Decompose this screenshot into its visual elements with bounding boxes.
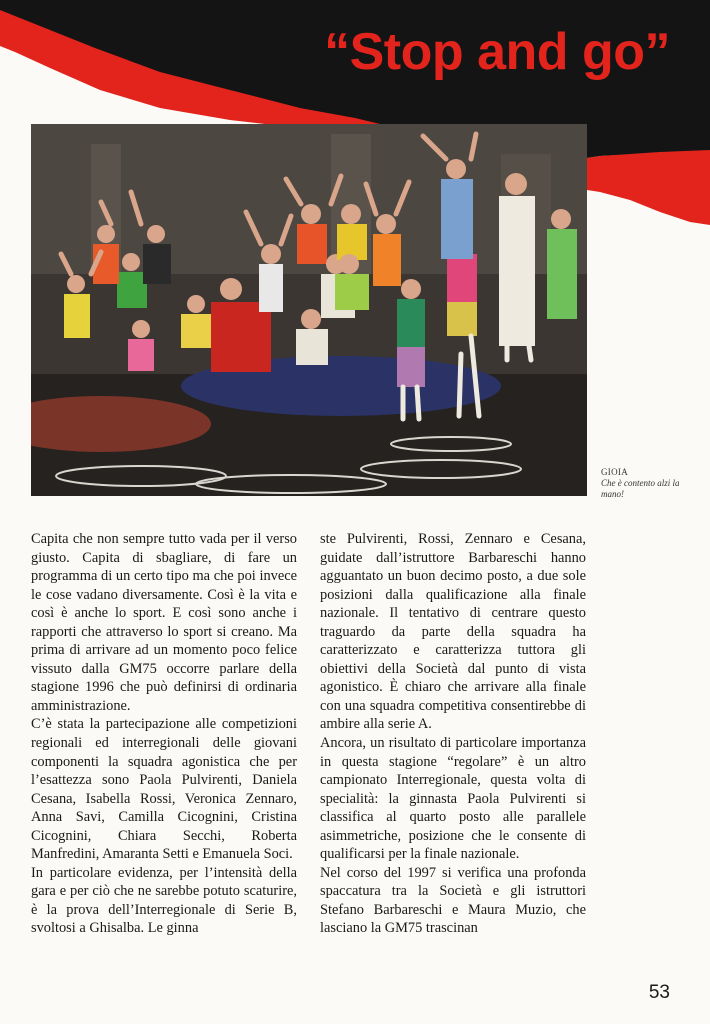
photo-caption (601, 467, 691, 499)
gymnasts-photo (31, 124, 587, 496)
caption-name: GIOIA (601, 467, 628, 477)
paragraph: C’è stata la partecipazione alle competizioni regionali ed interregionali delle giovani componenti la squadra agonistica che per l’esattezza sono Paola Pulvirenti, Daniela Cesana, Isabella Rossi, Veronica Zennaro, Anna Savi, Camilla Cicognini, Cristina Cicognini, Chiara Secchi, Roberta Manfredini, Amaranta Setti e Emanuela Soci. (31, 716, 297, 863)
article-column-right (320, 530, 586, 938)
paragraph: Ancora, un risultato di particolare importanza in questa stagione “regolare” è un altro campionato Interregionale, questa volta di specialità: la ginnasta Paola Pulvirenti si classifica al quarto posto alle parallele asimmetriche, posizione che le consente di qualificarsi per la finale nazionale. (320, 735, 586, 863)
paragraph: Capita che non sempre tutto vada per il verso giusto. Capita di sbagliare, di fare un programma di un certo tipo ma che poi invece le cose vadano diversamente. Così è la vita e così è anche lo sport. E così sono anche i rapporti che attraverso lo sport si creano. Ma prima di arrivare ad un momento poco felice vissuto dalla GM75 occorre parlare della stagione 1996 che può definirsi di ordinaria amministrazione. (31, 531, 297, 714)
paragraph: In particolare evidenza, per l’intensità della gara e per ciò che ne sarebbe potuto scaturire, è la prova dell’Interregionale di Serie B, svoltosi a Ghisalba. Le ginna (31, 864, 297, 937)
article-title: “Stop and go” (324, 23, 670, 81)
article-column-left (31, 530, 297, 938)
paragraph: ste Pulvirenti, Rossi, Zennaro e Cesana, guidate dall’istruttore Barbareschi hanno agguantato un buon decimo posto, a due sole posizioni dalla qualificazione alla finale nazionale. Il tentativo di centrare questo traguardo da parte della squadra ha caratterizzato e caratterizza tuttora gli obiettivi della Società dal punto di vista agonistico. È chiaro che arrivare alla finale con una squadra competitiva consentirebbe di ambire alla serie A. (320, 531, 586, 733)
page-number: 53 (648, 982, 670, 1003)
paragraph: Nel corso del 1997 si verifica una profonda spaccatura tra la Società e gli istruttori Stefano Barbareschi e Maura Muzio, che lasciano la GM75 trascinan (320, 864, 586, 937)
caption-text: Che è contento alzi la mano! (601, 477, 680, 499)
